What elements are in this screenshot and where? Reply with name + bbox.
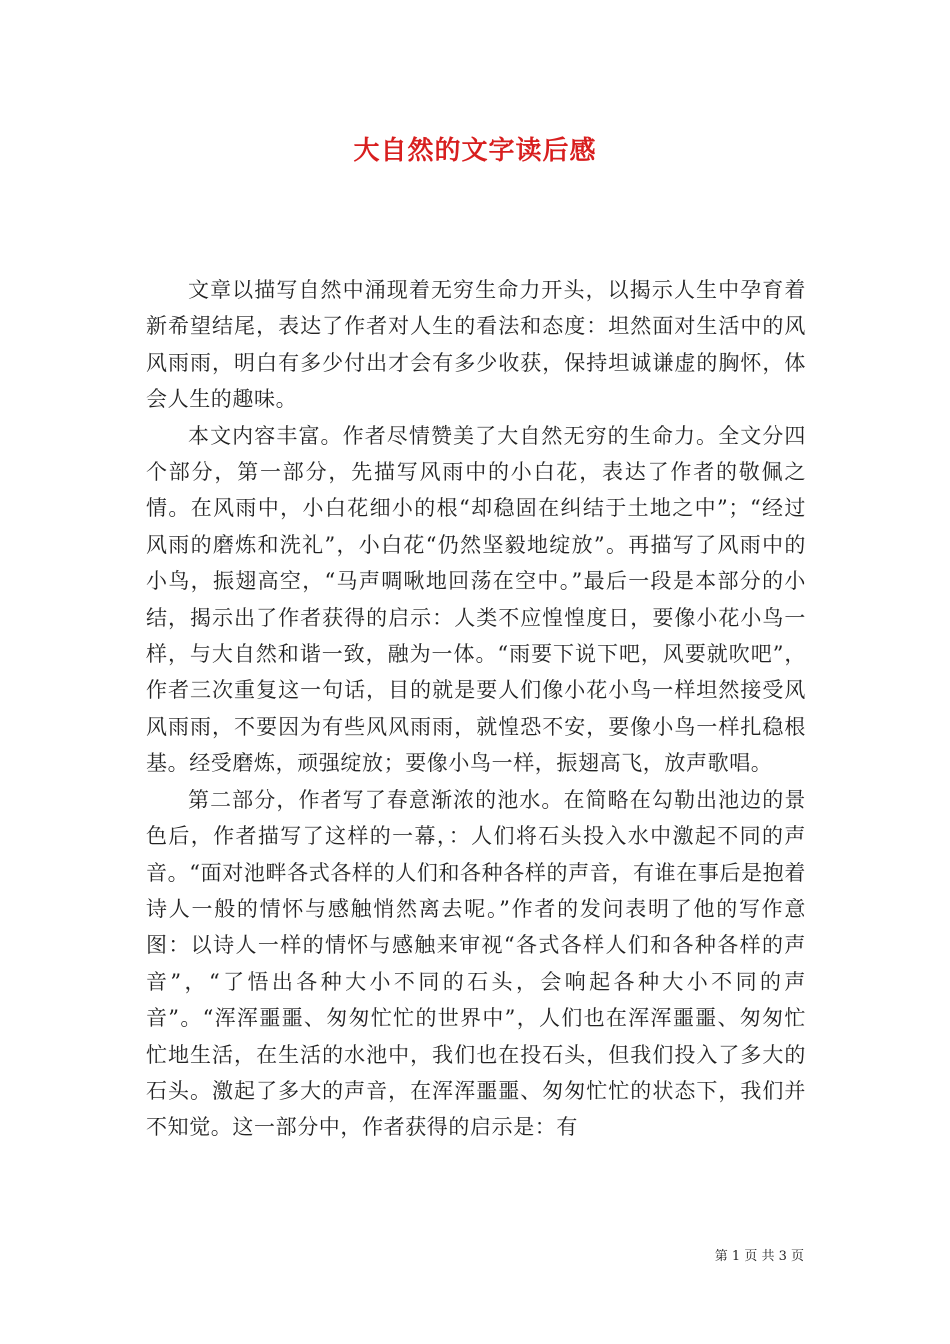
paragraph-3: 第二部分，作者写了春意渐浓的池水。在简略在勾勒出池边的景色后，作者描写了这样的一幕，：人们将石头投入水中激起不同的声音。“面对池畔各式各样的人们和各种各样的声音，有谁在事后是抱着诗人一般的情怀与感触悄然离去呢。”作者的发问表明了他的写作意图：以诗人一样的情怀与感触来审视“各式各样人们和各种各样的声音”，“了悟出各种大小不同的石头，会响起各种大小不同的声音”。“浑浑噩噩、匆匆忙忙的世界中”，人们也在浑浑噩噩、匆匆忙忙地生活，在生活的水池中，我们也在投石头，但我们投入了多大的石头。激起了多大的声音，在浑浑噩噩、匆匆忙忙的状态下，我们并不知觉。这一部分中，作者获得的启示是：有 [146,787,806,1140]
paragraph-1: 文章以描写自然中涌现着无穷生命力开头，以揭示人生中孕育着新希望结尾，表达了作者对人生的看法和态度：坦然面对生活中的风风雨雨，明白有多少付出才会有多少收获，保持坦诚谦虚的胸怀，体会人生的趣味。 [146,278,806,412]
article-body [146,272,806,1146]
paragraph-2: 本文内容丰富。作者尽情赞美了大自然无穷的生命力。全文分四个部分，第一部分，先描写风雨中的小白花，表达了作者的敬佩之情。在风雨中，小白花细小的根“却稳固在纠结于土地之中”；“经过风雨的磨炼和洗礼”，小白花“仍然坚毅地绽放”。再描写了风雨中的小鸟，振翅高空，“马声啁啾地回荡在空中。”最后一段是本部分的小结，揭示出了作者获得的启示：人类不应惶惶度日，要像小花小鸟一样，与大自然和谐一致，融为一体。“雨要下说下吧，风要就吹吧”，作者三次重复这一句话，目的就是要人们像小花小鸟一样坦然接受风风雨雨，不要因为有些风风雨雨，就惶恐不安，要像小鸟一样扎稳根基。经受磨炼，顽强绽放；要像小鸟一样，振翅高飞，放声歌唱。 [146,423,806,776]
page-title: 大自然的文字读后感 [353,136,597,166]
page-number: 第 1 页 共 3 页 [714,1249,804,1264]
